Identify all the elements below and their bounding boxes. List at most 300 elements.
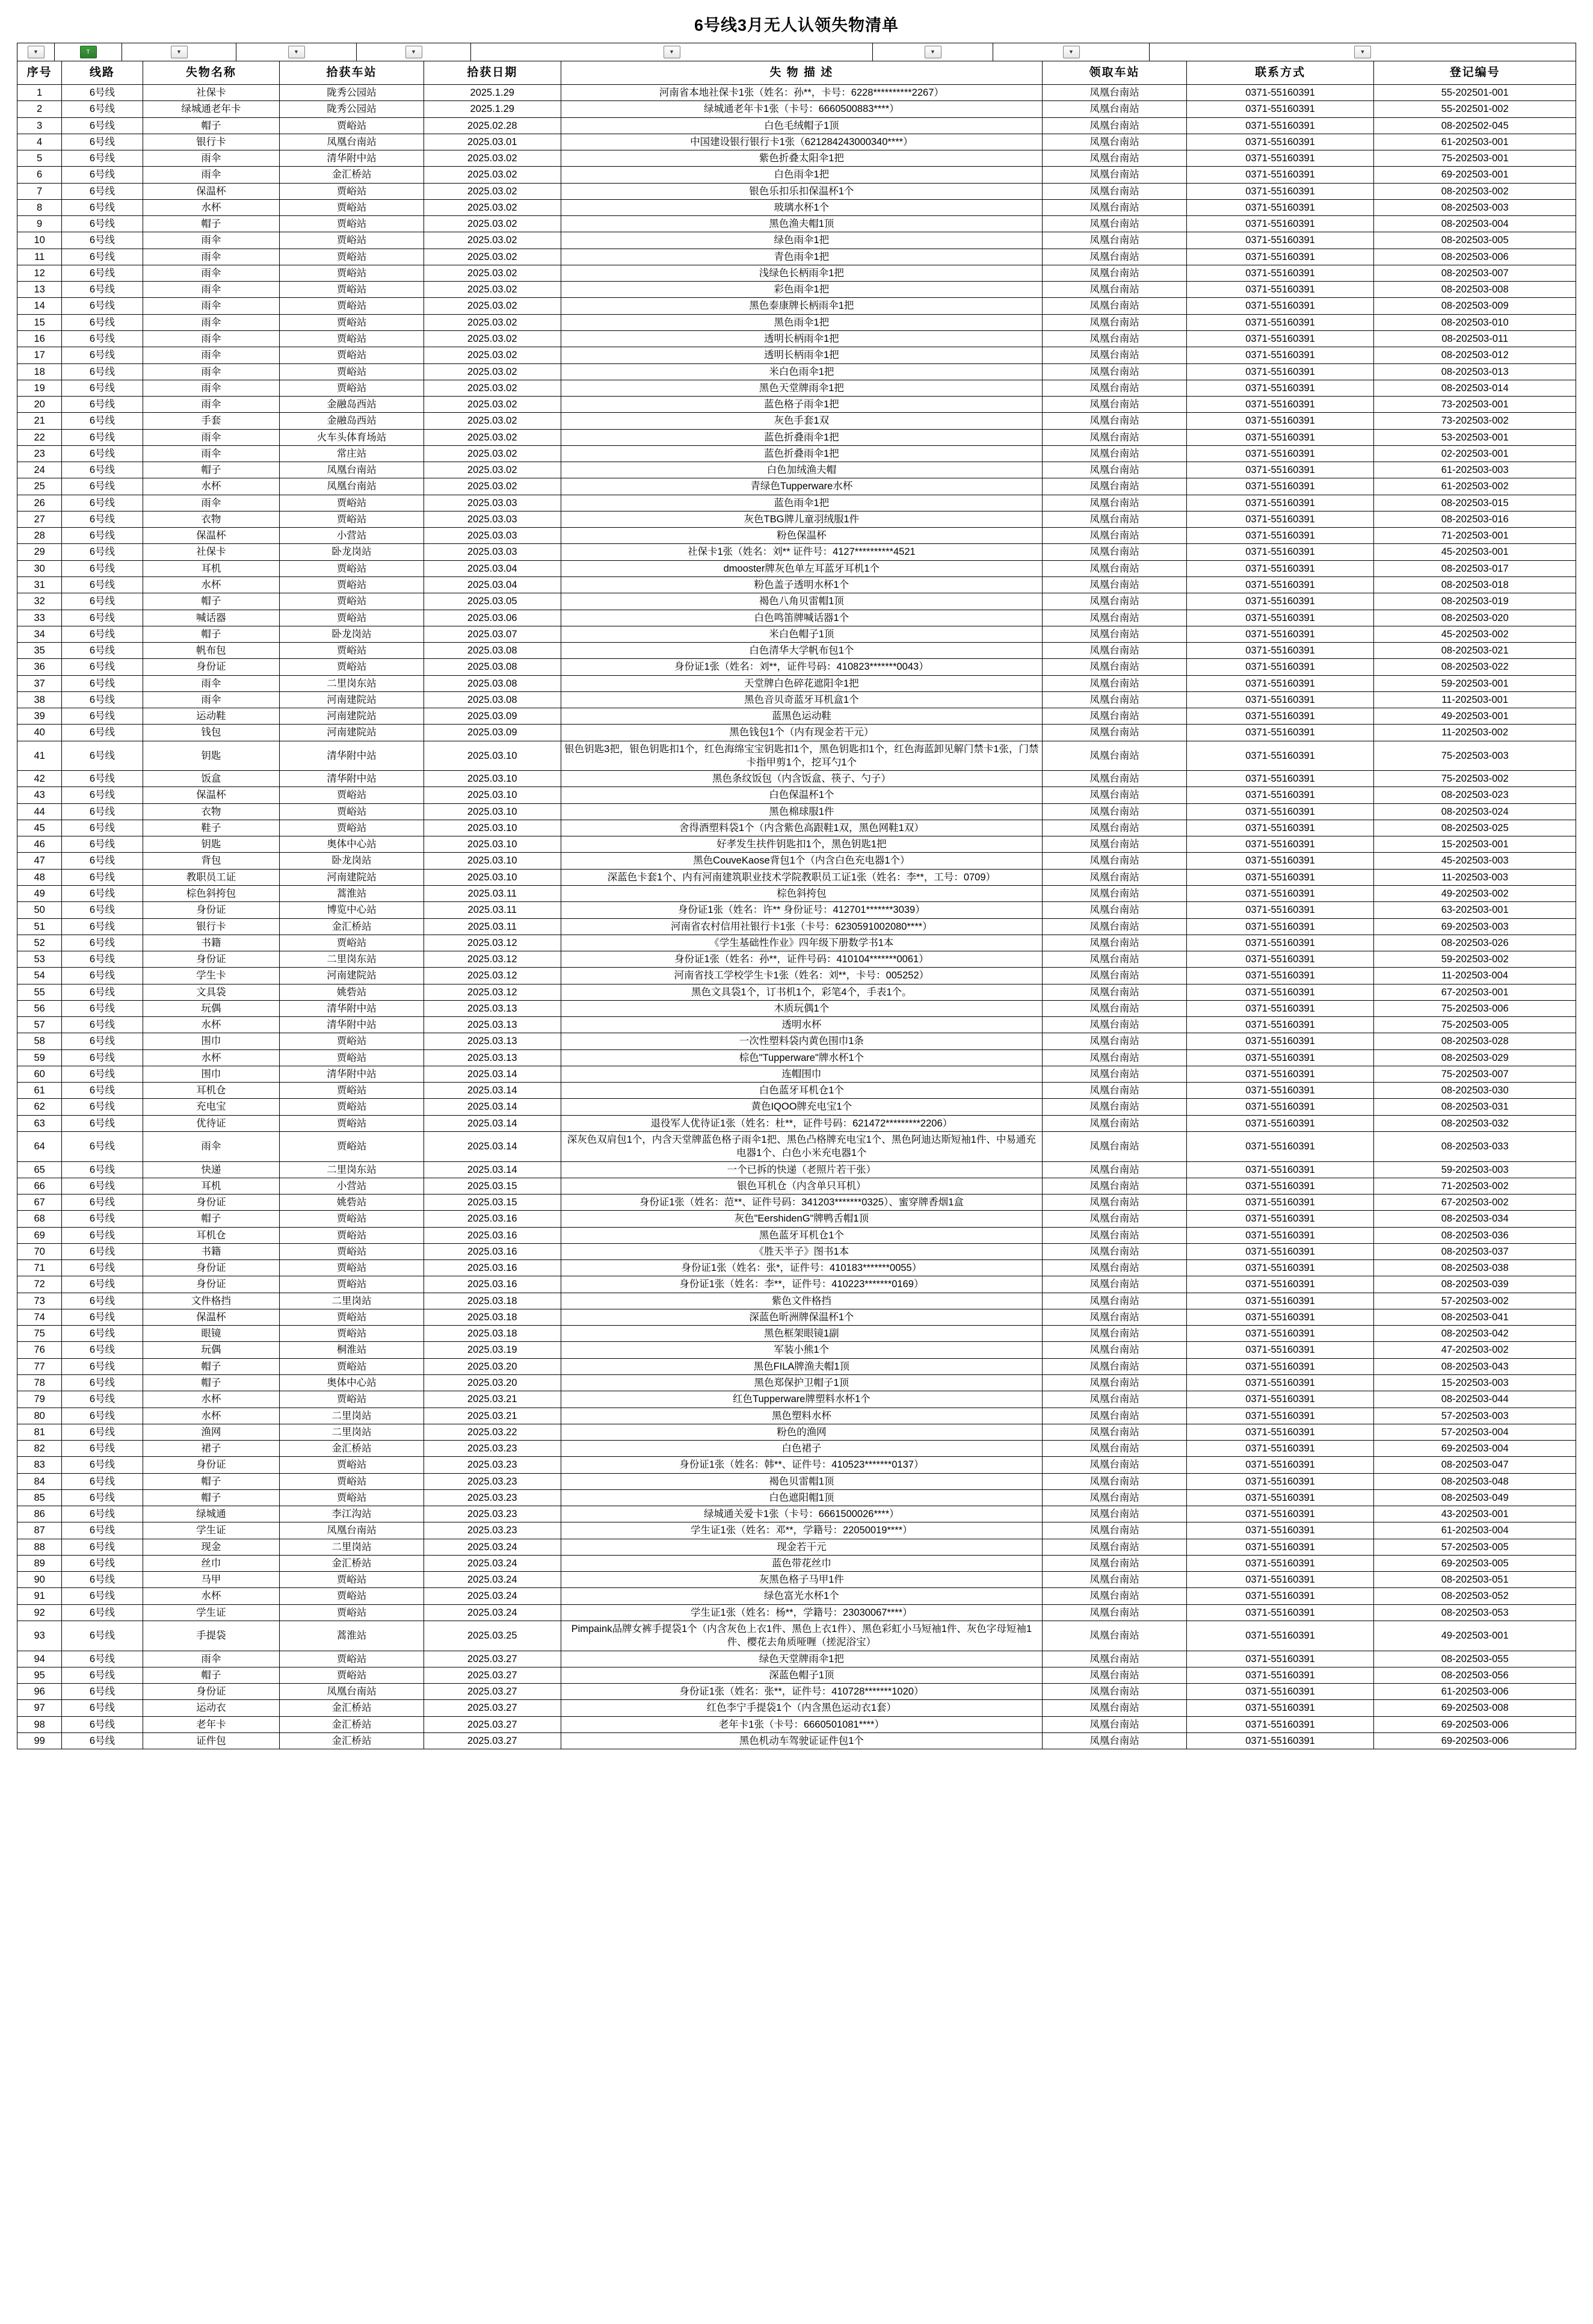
cell-item: 丝巾	[143, 1555, 280, 1571]
cell-pickup-station: 凤凰台南站	[1043, 363, 1187, 380]
cell-contact: 0371-55160391	[1186, 1066, 1374, 1082]
cell-description: 《胜天半子》图书1本	[561, 1243, 1043, 1259]
cell-item: 水杯	[143, 576, 280, 593]
cell-date: 2025.03.16	[424, 1243, 561, 1259]
cell-station: 李江沟站	[280, 1506, 424, 1522]
cell-date: 2025.03.08	[424, 659, 561, 675]
cell-station: 贾峪站	[280, 117, 424, 134]
table-row	[17, 1732, 1576, 1749]
cell-pickup-station: 凤凰台南站	[1043, 413, 1187, 429]
cell-index: 24	[17, 462, 62, 478]
cell-index: 75	[17, 1326, 62, 1342]
cell-item: 裙子	[143, 1441, 280, 1457]
cell-index: 84	[17, 1473, 62, 1489]
cell-description: 好孝发生扶件钥匙扣1个，黑色钥匙1把	[561, 836, 1043, 853]
cell-date: 2025.03.12	[424, 984, 561, 1000]
cell-item: 雨伞	[143, 429, 280, 445]
table-row	[17, 380, 1576, 396]
cell-station: 清华附中站	[280, 771, 424, 787]
cell-station: 金汇桥站	[280, 1441, 424, 1457]
filter-dropdown-icon[interactable]: ▼	[1063, 46, 1080, 58]
table-row	[17, 853, 1576, 869]
cell-line: 6号线	[62, 528, 143, 544]
cell-registration-no: 69-202503-008	[1374, 1700, 1576, 1716]
cell-date: 2025.03.02	[424, 167, 561, 183]
cell-registration-no: 43-202503-001	[1374, 1506, 1576, 1522]
cell-description: 黑色天堂牌雨伞1把	[561, 380, 1043, 396]
cell-contact: 0371-55160391	[1186, 1342, 1374, 1358]
cell-line: 6号线	[62, 347, 143, 363]
cell-date: 2025.03.10	[424, 869, 561, 885]
cell-item: 衣物	[143, 511, 280, 527]
cell-station: 火车头体育场站	[280, 429, 424, 445]
cell-pickup-station: 凤凰台南站	[1043, 249, 1187, 265]
cell-index: 42	[17, 771, 62, 787]
cell-registration-no: 49-202503-001	[1374, 1621, 1576, 1651]
filter-dropdown-icon[interactable]: ▼	[664, 46, 680, 58]
cell-item: 雨伞	[143, 249, 280, 265]
table-row	[17, 593, 1576, 610]
table-row	[17, 675, 1576, 691]
cell-line: 6号线	[62, 150, 143, 167]
cell-registration-no: 08-202503-032	[1374, 1115, 1576, 1131]
cell-date: 2025.03.02	[424, 199, 561, 215]
table-row	[17, 1391, 1576, 1408]
cell-registration-no: 75-202503-003	[1374, 741, 1576, 771]
table-row	[17, 1621, 1576, 1651]
cell-station: 清华附中站	[280, 150, 424, 167]
cell-contact: 0371-55160391	[1186, 836, 1374, 853]
cell-index: 4	[17, 134, 62, 150]
table-row	[17, 1358, 1576, 1374]
cell-description: 深灰色双肩包1个，内含天堂牌蓝色格子雨伞1把、黑色凸格牌充电宝1个、黑色阿迪达斯短袖1件、中易通充电器1个、白色小米充电器1个	[561, 1132, 1043, 1162]
cell-registration-no: 08-202503-021	[1374, 643, 1576, 659]
cell-registration-no: 08-202503-047	[1374, 1457, 1576, 1473]
cell-contact: 0371-55160391	[1186, 1083, 1374, 1099]
cell-registration-no: 08-202503-036	[1374, 1227, 1576, 1243]
cell-contact: 0371-55160391	[1186, 725, 1374, 741]
filter-dropdown-icon[interactable]: ▼	[405, 46, 422, 58]
cell-registration-no: 08-202503-052	[1374, 1588, 1576, 1604]
cell-registration-no: 57-202503-004	[1374, 1424, 1576, 1440]
cell-item: 雨伞	[143, 675, 280, 691]
cell-index: 77	[17, 1358, 62, 1374]
cell-description: 木质玩偶1个	[561, 1000, 1043, 1016]
cell-contact: 0371-55160391	[1186, 1408, 1374, 1424]
cell-pickup-station: 凤凰台南站	[1043, 1083, 1187, 1099]
filter-dropdown-icon[interactable]: ▼	[925, 46, 941, 58]
cell-station: 金融岛西站	[280, 413, 424, 429]
table-row	[17, 429, 1576, 445]
table-row	[17, 1700, 1576, 1716]
cell-index: 22	[17, 429, 62, 445]
cell-description: 蓝色格子雨伞1把	[561, 397, 1043, 413]
cell-pickup-station: 凤凰台南站	[1043, 1572, 1187, 1588]
cell-station: 贾峪站	[280, 1033, 424, 1049]
cell-date: 2025.03.23	[424, 1457, 561, 1473]
cell-station: 常庄站	[280, 445, 424, 462]
cell-date: 2025.03.14	[424, 1161, 561, 1178]
cell-item: 帆布包	[143, 643, 280, 659]
cell-description: 身份证1张（姓名：范**、证件号码：341203*******0325）、蜜穿牌香烟1盒	[561, 1194, 1043, 1211]
cell-description: 身份证1张（姓名：张**，证件号：410728*******1020）	[561, 1684, 1043, 1700]
cell-date: 2025.03.06	[424, 610, 561, 626]
cell-station: 贾峪站	[280, 1211, 424, 1227]
cell-line: 6号线	[62, 1374, 143, 1391]
cell-pickup-station: 凤凰台南站	[1043, 610, 1187, 626]
table-row	[17, 836, 1576, 853]
cell-station: 贾峪站	[280, 347, 424, 363]
cell-pickup-station: 凤凰台南站	[1043, 1539, 1187, 1555]
cell-registration-no: 71-202503-002	[1374, 1178, 1576, 1194]
cell-item: 雨伞	[143, 495, 280, 511]
cell-contact: 0371-55160391	[1186, 659, 1374, 675]
cell-date: 2025.03.12	[424, 935, 561, 951]
cell-station: 姚砦站	[280, 1194, 424, 1211]
cell-line: 6号线	[62, 429, 143, 445]
table-row	[17, 1293, 1576, 1309]
cell-line: 6号线	[62, 1522, 143, 1539]
table-row	[17, 397, 1576, 413]
cell-station: 贾峪站	[280, 1473, 424, 1489]
cell-description: 一个已拆的快递（老照片若干张）	[561, 1161, 1043, 1178]
cell-date: 2025.03.14	[424, 1115, 561, 1131]
cell-date: 2025.03.02	[424, 363, 561, 380]
cell-registration-no: 45-202503-002	[1374, 626, 1576, 642]
cell-date: 2025.03.13	[424, 1000, 561, 1016]
cell-date: 2025.03.02	[424, 314, 561, 330]
cell-registration-no: 61-202503-002	[1374, 478, 1576, 495]
cell-registration-no: 08-202503-049	[1374, 1489, 1576, 1506]
table-row	[17, 803, 1576, 820]
cell-description: 绿色雨伞1把	[561, 232, 1043, 249]
column-header-station: 拾获车站	[280, 61, 424, 85]
column-header-registration-no: 登记编号	[1374, 61, 1576, 85]
table-row	[17, 1017, 1576, 1033]
cell-line: 6号线	[62, 1651, 143, 1667]
cell-pickup-station: 凤凰台南站	[1043, 216, 1187, 232]
cell-description: 《学生基础性作业》四年级下册数学书1本	[561, 935, 1043, 951]
page-title: 6号线3月无人认领失物清单	[694, 16, 899, 34]
cell-description: 蓝色折叠雨伞1把	[561, 445, 1043, 462]
cell-registration-no: 08-202503-005	[1374, 232, 1576, 249]
table-row	[17, 1684, 1576, 1700]
filter-dropdown-icon[interactable]: ▼	[28, 46, 45, 58]
table-row	[17, 1066, 1576, 1082]
cell-contact: 0371-55160391	[1186, 1309, 1374, 1325]
table-row	[17, 1506, 1576, 1522]
cell-contact: 0371-55160391	[1186, 708, 1374, 725]
cell-line: 6号线	[62, 902, 143, 918]
cell-item: 运动衣	[143, 1700, 280, 1716]
cell-item: 水杯	[143, 199, 280, 215]
cell-contact: 0371-55160391	[1186, 462, 1374, 478]
table-row	[17, 1049, 1576, 1066]
cell-pickup-station: 凤凰台南站	[1043, 626, 1187, 642]
cell-station: 奥体中心站	[280, 1374, 424, 1391]
cell-pickup-station: 凤凰台南站	[1043, 101, 1187, 117]
cell-item: 马甲	[143, 1572, 280, 1588]
cell-line: 6号线	[62, 1489, 143, 1506]
cell-line: 6号线	[62, 610, 143, 626]
table-row	[17, 1227, 1576, 1243]
cell-date: 2025.03.27	[424, 1716, 561, 1732]
cell-registration-no: 08-202503-029	[1374, 1049, 1576, 1066]
cell-index: 86	[17, 1506, 62, 1522]
cell-line: 6号线	[62, 1604, 143, 1621]
cell-index: 40	[17, 725, 62, 741]
cell-line: 6号线	[62, 626, 143, 642]
cell-line: 6号线	[62, 1260, 143, 1276]
cell-item: 充电宝	[143, 1099, 280, 1115]
table-header-row	[17, 61, 1576, 85]
cell-pickup-station: 凤凰台南站	[1043, 984, 1187, 1000]
table-row	[17, 1441, 1576, 1457]
cell-station: 卧龙岗站	[280, 544, 424, 560]
cell-index: 35	[17, 643, 62, 659]
cell-station: 蒿淮站	[280, 1621, 424, 1651]
cell-registration-no: 69-202503-006	[1374, 1716, 1576, 1732]
cell-pickup-station: 凤凰台南站	[1043, 167, 1187, 183]
lost-items-table	[17, 61, 1576, 1749]
cell-registration-no: 08-202503-004	[1374, 216, 1576, 232]
cell-line: 6号线	[62, 117, 143, 134]
cell-station: 小营站	[280, 528, 424, 544]
table-row	[17, 1473, 1576, 1489]
cell-pickup-station: 凤凰台南站	[1043, 397, 1187, 413]
table-row	[17, 314, 1576, 330]
cell-description: Pimpaink品牌女裤手提袋1个（内含灰色上衣1件、黑色上衣1件）、黑色彩虹小马短袖1件、灰色字母短袖1件、樱花去角质哑喱（搓泥浴宝）	[561, 1621, 1043, 1651]
cell-description: 白色雨伞1把	[561, 167, 1043, 183]
filter-dropdown-icon[interactable]: ▼	[171, 46, 188, 58]
cell-registration-no: 53-202503-001	[1374, 429, 1576, 445]
cell-line: 6号线	[62, 1572, 143, 1588]
cell-contact: 0371-55160391	[1186, 968, 1374, 984]
cell-index: 59	[17, 1049, 62, 1066]
cell-item: 帽子	[143, 626, 280, 642]
cell-index: 14	[17, 298, 62, 314]
cell-description: dmooster牌灰色单左耳蓝牙耳机1个	[561, 560, 1043, 576]
cell-index: 55	[17, 984, 62, 1000]
cell-description: 身份证1张（姓名：许** 身份证号：412701*******3039）	[561, 902, 1043, 918]
cell-line: 6号线	[62, 397, 143, 413]
cell-registration-no: 11-202503-001	[1374, 691, 1576, 708]
cell-description: 身份证1张（姓名：韩**、证件号：410523*******0137）	[561, 1457, 1043, 1473]
cell-index: 3	[17, 117, 62, 134]
cell-station: 卧龙岗站	[280, 853, 424, 869]
cell-pickup-station: 凤凰台南站	[1043, 298, 1187, 314]
filter-active-icon[interactable]: T	[80, 46, 97, 58]
table-row	[17, 1572, 1576, 1588]
cell-registration-no: 08-202503-026	[1374, 935, 1576, 951]
cell-item: 雨伞	[143, 1651, 280, 1667]
cell-index: 70	[17, 1243, 62, 1259]
cell-date: 2025.03.16	[424, 1227, 561, 1243]
cell-station: 清华附中站	[280, 1066, 424, 1082]
table-row	[17, 1194, 1576, 1211]
cell-pickup-station: 凤凰台南站	[1043, 150, 1187, 167]
cell-registration-no: 08-202503-022	[1374, 659, 1576, 675]
cell-contact: 0371-55160391	[1186, 1555, 1374, 1571]
cell-station: 清华附中站	[280, 1017, 424, 1033]
cell-registration-no: 08-202503-038	[1374, 1260, 1576, 1276]
cell-station: 二里岗东站	[280, 1161, 424, 1178]
cell-item: 鞋子	[143, 820, 280, 836]
filter-dropdown-icon[interactable]: ▼	[1354, 46, 1371, 58]
cell-date: 2025.03.02	[424, 298, 561, 314]
table-row	[17, 1326, 1576, 1342]
cell-index: 74	[17, 1309, 62, 1325]
cell-item: 雨伞	[143, 282, 280, 298]
table-row	[17, 528, 1576, 544]
cell-contact: 0371-55160391	[1186, 183, 1374, 199]
cell-date: 2025.03.25	[424, 1621, 561, 1651]
cell-registration-no: 08-202503-033	[1374, 1132, 1576, 1162]
cell-date: 2025.03.02	[424, 232, 561, 249]
cell-pickup-station: 凤凰台南站	[1043, 968, 1187, 984]
cell-line: 6号线	[62, 1506, 143, 1522]
cell-station: 小营站	[280, 1178, 424, 1194]
cell-station: 贾峪站	[280, 249, 424, 265]
cell-date: 2025.03.02	[424, 445, 561, 462]
cell-date: 2025.03.10	[424, 787, 561, 803]
cell-contact: 0371-55160391	[1186, 1178, 1374, 1194]
table-row	[17, 282, 1576, 298]
cell-item: 雨伞	[143, 445, 280, 462]
cell-item: 身份证	[143, 1684, 280, 1700]
cell-station: 贾峪站	[280, 1457, 424, 1473]
cell-description: 深蓝色昕洲牌保温杯1个	[561, 1309, 1043, 1325]
cell-index: 66	[17, 1178, 62, 1194]
cell-line: 6号线	[62, 101, 143, 117]
cell-station: 贾峪站	[280, 593, 424, 610]
cell-contact: 0371-55160391	[1186, 1276, 1374, 1293]
cell-description: 棕色斜挎包	[561, 886, 1043, 902]
cell-index: 62	[17, 1099, 62, 1115]
cell-registration-no: 59-202503-002	[1374, 951, 1576, 968]
cell-station: 贾峪站	[280, 1489, 424, 1506]
cell-pickup-station: 凤凰台南站	[1043, 199, 1187, 215]
cell-description: 灰色手套1双	[561, 413, 1043, 429]
table-row	[17, 1489, 1576, 1506]
cell-index: 29	[17, 544, 62, 560]
cell-item: 雨伞	[143, 1132, 280, 1162]
cell-index: 27	[17, 511, 62, 527]
cell-line: 6号线	[62, 1178, 143, 1194]
cell-item: 书籍	[143, 1243, 280, 1259]
cell-registration-no: 67-202503-002	[1374, 1194, 1576, 1211]
cell-line: 6号线	[62, 886, 143, 902]
cell-item: 钥匙	[143, 836, 280, 853]
cell-pickup-station: 凤凰台南站	[1043, 511, 1187, 527]
cell-registration-no: 73-202503-001	[1374, 397, 1576, 413]
cell-description: 白色保温杯1个	[561, 787, 1043, 803]
table-row	[17, 249, 1576, 265]
table-row	[17, 199, 1576, 215]
cell-date: 2025.03.16	[424, 1276, 561, 1293]
cell-line: 6号线	[62, 1539, 143, 1555]
cell-description: 银色钥匙3把，银色钥匙扣1个，红色海绵宝宝钥匙扣1个，黑色钥匙扣1个，红色海蓝卸见解门禁卡1张，门禁卡指甲剪1个，挖耳勺1个	[561, 741, 1043, 771]
cell-line: 6号线	[62, 1227, 143, 1243]
cell-index: 89	[17, 1555, 62, 1571]
cell-station: 二里岗站	[280, 1424, 424, 1440]
cell-item: 帽子	[143, 1374, 280, 1391]
cell-line: 6号线	[62, 820, 143, 836]
cell-date: 2025.03.13	[424, 1033, 561, 1049]
cell-item: 文具袋	[143, 984, 280, 1000]
cell-contact: 0371-55160391	[1186, 117, 1374, 134]
cell-contact: 0371-55160391	[1186, 1391, 1374, 1408]
table-header	[17, 61, 1576, 85]
table-row	[17, 741, 1576, 771]
cell-index: 8	[17, 199, 62, 215]
cell-contact: 0371-55160391	[1186, 167, 1374, 183]
cell-date: 2025.03.23	[424, 1441, 561, 1457]
cell-pickup-station: 凤凰台南站	[1043, 1732, 1187, 1749]
cell-contact: 0371-55160391	[1186, 951, 1374, 968]
cell-date: 2025.03.02	[424, 282, 561, 298]
cell-pickup-station: 凤凰台南站	[1043, 265, 1187, 281]
cell-contact: 0371-55160391	[1186, 1424, 1374, 1440]
table-row	[17, 902, 1576, 918]
cell-date: 2025.03.08	[424, 675, 561, 691]
cell-station: 金汇桥站	[280, 1555, 424, 1571]
cell-registration-no: 08-202503-018	[1374, 576, 1576, 593]
table-row	[17, 1604, 1576, 1621]
cell-item: 雨伞	[143, 265, 280, 281]
cell-registration-no: 69-202503-004	[1374, 1441, 1576, 1457]
cell-line: 6号线	[62, 1017, 143, 1033]
cell-contact: 0371-55160391	[1186, 298, 1374, 314]
cell-line: 6号线	[62, 183, 143, 199]
cell-description: 老年卡1张（卡号：6660501081****）	[561, 1716, 1043, 1732]
cell-line: 6号线	[62, 314, 143, 330]
cell-date: 2025.03.02	[424, 265, 561, 281]
cell-description: 社保卡1张（姓名：刘** 证件号：4127**********4521	[561, 544, 1043, 560]
cell-item: 银行卡	[143, 918, 280, 935]
cell-pickup-station: 凤凰台南站	[1043, 1374, 1187, 1391]
cell-item: 绿城通老年卡	[143, 101, 280, 117]
cell-item: 钥匙	[143, 741, 280, 771]
cell-station: 贾峪站	[280, 282, 424, 298]
cell-station: 贾峪站	[280, 1276, 424, 1293]
cell-date: 2025.03.07	[424, 626, 561, 642]
cell-station: 贾峪站	[280, 1358, 424, 1374]
cell-station: 贾峪站	[280, 330, 424, 347]
cell-item: 雨伞	[143, 232, 280, 249]
cell-registration-no: 49-202503-001	[1374, 708, 1576, 725]
cell-date: 2025.03.02	[424, 330, 561, 347]
cell-pickup-station: 凤凰台南站	[1043, 1506, 1187, 1522]
column-header-line: 线路	[62, 61, 143, 85]
table-row	[17, 85, 1576, 101]
cell-index: 38	[17, 691, 62, 708]
cell-station: 贾峪站	[280, 1651, 424, 1667]
cell-pickup-station: 凤凰台南站	[1043, 1667, 1187, 1683]
cell-date: 2025.03.24	[424, 1539, 561, 1555]
cell-date: 2025.03.05	[424, 593, 561, 610]
cell-line: 6号线	[62, 363, 143, 380]
table-row	[17, 462, 1576, 478]
cell-station: 贾峪站	[280, 314, 424, 330]
cell-registration-no: 08-202503-020	[1374, 610, 1576, 626]
cell-pickup-station: 凤凰台南站	[1043, 803, 1187, 820]
filter-dropdown-icon[interactable]: ▼	[288, 46, 305, 58]
cell-contact: 0371-55160391	[1186, 1227, 1374, 1243]
table-row	[17, 1522, 1576, 1539]
cell-station: 贾峪站	[280, 298, 424, 314]
cell-description: 紫色文件格挡	[561, 1293, 1043, 1309]
